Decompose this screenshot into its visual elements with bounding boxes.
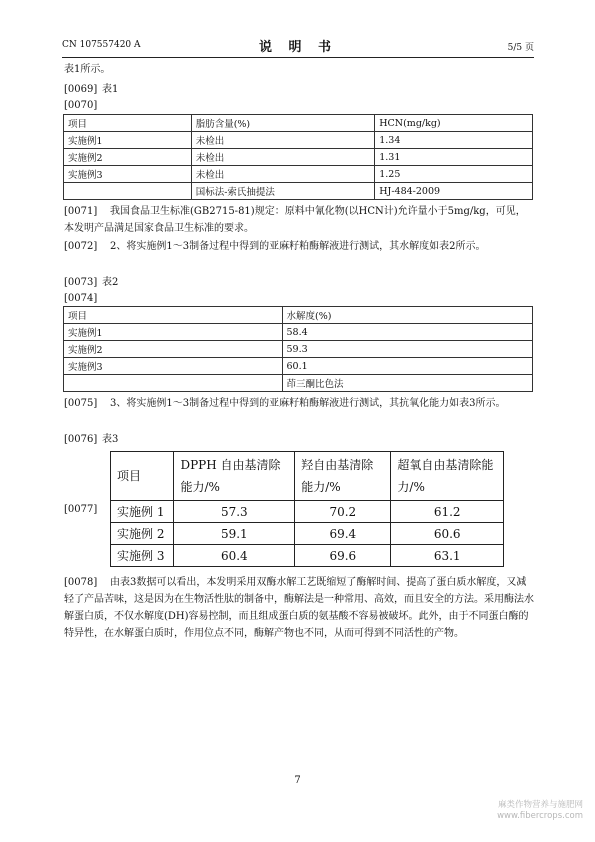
paragraph-0075	[64, 395, 534, 412]
table-row	[111, 523, 504, 545]
table-3	[110, 451, 504, 567]
paragraph-0073	[64, 276, 118, 290]
page-header	[62, 36, 534, 58]
table-cell: 未检出	[191, 132, 375, 149]
paragraph-text: 我国食品卫生标准(GB2715-81)规定：原料中氰化物(以HCN计)允许量小于5mg/kg，可见，本发明产品满足国家食品卫生标准的要求。	[64, 206, 526, 234]
paragraph-tag: [0071]	[64, 206, 98, 217]
paragraph-0069	[64, 83, 118, 97]
table-cell: 实施例3	[64, 358, 283, 375]
paragraph-tag: [0075]	[64, 398, 98, 409]
table-caption: 表1	[102, 84, 119, 95]
table-header-cell: HCN(mg/kg)	[375, 115, 533, 132]
table-cell: 实施例 3	[111, 545, 174, 567]
table-row	[64, 149, 533, 166]
table-cell: 未检出	[191, 166, 375, 183]
table-row	[64, 324, 533, 341]
table-header-cell: 项目	[64, 115, 192, 132]
table-row	[64, 358, 533, 375]
paragraph-tag: [0069]	[64, 84, 98, 95]
table-cell: 未检出	[191, 149, 375, 166]
table-cell: HJ-484-2009	[375, 183, 533, 200]
paragraph-tag: [0078]	[64, 577, 98, 588]
paragraph-tag: [0073]	[64, 277, 98, 288]
table-cell: 60.1	[282, 358, 532, 375]
table-2	[63, 306, 533, 392]
watermark-line: 麻类作物营养与施肥网	[497, 800, 583, 810]
table-cell: 1.25	[375, 166, 533, 183]
table-cell: 实施例2	[64, 341, 283, 358]
paragraph-tag: [0074]	[64, 293, 98, 304]
table-row	[64, 166, 533, 183]
paragraph-0072	[64, 238, 534, 255]
table-cell: 69.6	[295, 545, 391, 567]
table-cell	[64, 183, 192, 200]
table-cell: 60.6	[391, 523, 504, 545]
table-cell: 1.31	[375, 149, 533, 166]
paragraph-text: 由表3数据可以看出，本发明采用双酶水解工艺既缩短了酶解时间、提高了蛋白质水解度，又减轻了产品苦味，这是因为在生物活性肽的制备中，酶解法是一种常用、高效，而且安全的方法。采用酶法水解蛋白质，不仅水解度(DH)容易控制，而且组成蛋白质的氨基酸不容易被破坏。此外，由于不同蛋白酶的特异性，在水解蛋白质时，作用位点不同，酶解产物也不同，从而可得到不同活性的产物。	[64, 577, 534, 639]
table-cell: 70.2	[295, 501, 391, 523]
paragraph-0070	[64, 99, 102, 113]
watermark	[448, 800, 583, 822]
table-cell: 59.1	[174, 523, 295, 545]
table-caption: 表3	[102, 434, 119, 445]
table-cell: 69.4	[295, 523, 391, 545]
table-1	[63, 114, 533, 200]
table-header-row	[64, 307, 533, 324]
table-row	[111, 501, 504, 523]
intro-text: 表1所示。	[64, 64, 111, 75]
table-cell: 国标法-索氏抽提法	[191, 183, 375, 200]
paragraph-tag: [0070]	[64, 100, 98, 111]
paragraph-0076	[64, 433, 118, 447]
table-row	[64, 132, 533, 149]
table-header-cell: DPPH 自由基清除能力/%	[174, 452, 295, 501]
table-cell: 实施例3	[64, 166, 192, 183]
table-cell: 1.34	[375, 132, 533, 149]
table-cell: 59.3	[282, 341, 532, 358]
table-header-row	[64, 115, 533, 132]
page-indicator: 5/5 页	[507, 43, 534, 53]
table-cell: 61.2	[391, 501, 504, 523]
table-cell: 实施例1	[64, 324, 283, 341]
paragraph-0078	[64, 574, 534, 642]
paragraph-text: 3、将实施例1～3制备过程中得到的亚麻籽粕酶解液进行测试，其抗氧化能力如表3所示。	[110, 398, 506, 409]
watermark-line: www.fibercrops.com	[497, 811, 583, 821]
table-header-cell: 脂肪含量(%)	[191, 115, 375, 132]
patent-number: CN 107557420 A	[62, 40, 141, 50]
paragraph-text: 2、将实施例1～3制备过程中得到的亚麻籽粕酶解液进行测试，其水解度如表2所示。	[110, 241, 486, 252]
table-cell: 茚三酮比色法	[282, 375, 532, 392]
table-row	[64, 375, 533, 392]
table-cell: 实施例 2	[111, 523, 174, 545]
paragraph-tag: [0076]	[64, 434, 98, 445]
table-cell	[64, 375, 283, 392]
table-header-row	[111, 452, 504, 501]
table-cell: 实施例 1	[111, 501, 174, 523]
page-number: 7	[294, 775, 301, 786]
table-cell: 实施例2	[64, 149, 192, 166]
table-cell: 58.4	[282, 324, 532, 341]
table-row	[64, 341, 533, 358]
table-header-cell: 项目	[111, 452, 174, 501]
table-cell: 实施例1	[64, 132, 192, 149]
table-header-cell: 项目	[64, 307, 283, 324]
table-cell: 63.1	[391, 545, 504, 567]
table-header-cell: 水解度(%)	[282, 307, 532, 324]
paragraph-tag: [0072]	[64, 241, 98, 252]
table-caption: 表2	[102, 277, 119, 288]
table-row	[64, 183, 533, 200]
paragraph-tag: [0077]	[64, 504, 98, 515]
paragraph-0077	[64, 503, 102, 517]
table-cell: 60.4	[174, 545, 295, 567]
header-rule	[62, 57, 534, 58]
document-title: 说 明 书	[258, 40, 338, 55]
table-header-cell: 羟自由基清除能力/%	[295, 452, 391, 501]
table-header-cell: 超氧自由基清除能力/%	[391, 452, 504, 501]
table-cell: 57.3	[174, 501, 295, 523]
paragraph-0071	[64, 203, 534, 237]
table-row	[111, 545, 504, 567]
paragraph-0074	[64, 292, 102, 306]
